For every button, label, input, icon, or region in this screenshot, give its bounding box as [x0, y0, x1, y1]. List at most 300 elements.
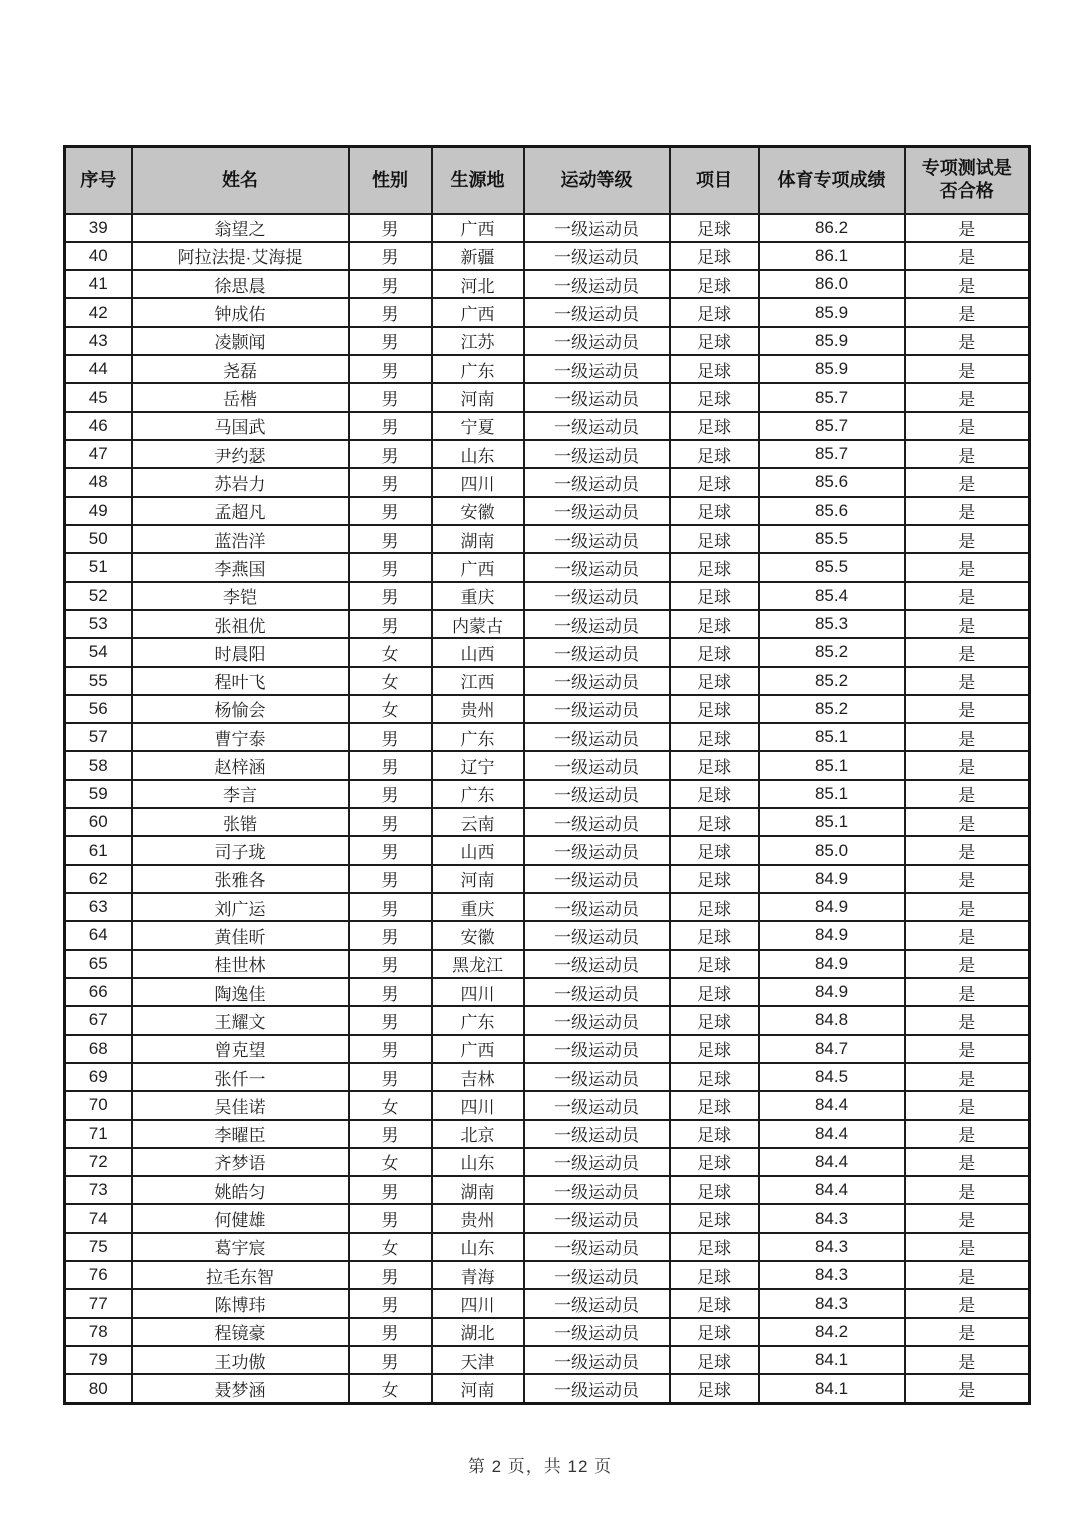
cell-grade: 一级运动员 [524, 1091, 670, 1119]
cell-no: 57 [65, 723, 132, 751]
cell-no: 53 [65, 610, 132, 638]
table-row [65, 270, 1030, 298]
cell-origin: 山西 [432, 638, 524, 666]
cell-origin: 广东 [432, 1006, 524, 1034]
cell-event: 足球 [670, 950, 759, 978]
cell-no: 65 [65, 950, 132, 978]
cell-no: 54 [65, 638, 132, 666]
cell-no: 51 [65, 553, 132, 581]
table-row [65, 610, 1030, 638]
cell-gender: 男 [349, 1176, 432, 1204]
header-cell-event: 项目 [670, 147, 759, 214]
cell-score: 85.3 [759, 610, 905, 638]
cell-gender: 男 [349, 468, 432, 496]
cell-event: 足球 [670, 327, 759, 355]
cell-name: 苏岩力 [132, 468, 349, 496]
cell-origin: 湖南 [432, 525, 524, 553]
cell-gender: 男 [349, 214, 432, 242]
cell-pass: 是 [905, 1035, 1030, 1063]
cell-event: 足球 [670, 1091, 759, 1119]
cell-score: 84.2 [759, 1318, 905, 1346]
cell-no: 79 [65, 1346, 132, 1374]
cell-origin: 四川 [432, 468, 524, 496]
header-cell-name: 姓名 [132, 147, 349, 214]
table-body [65, 214, 1030, 1404]
cell-pass: 是 [905, 978, 1030, 1006]
cell-event: 足球 [670, 468, 759, 496]
cell-event: 足球 [670, 921, 759, 949]
cell-name: 李燕国 [132, 553, 349, 581]
cell-grade: 一级运动员 [524, 1233, 670, 1261]
cell-origin: 山东 [432, 440, 524, 468]
cell-score: 84.9 [759, 921, 905, 949]
cell-grade: 一级运动员 [524, 355, 670, 383]
cell-origin: 湖南 [432, 1176, 524, 1204]
cell-origin: 安徽 [432, 497, 524, 525]
cell-origin: 河南 [432, 865, 524, 893]
cell-score: 85.6 [759, 497, 905, 525]
cell-origin: 江西 [432, 667, 524, 695]
cell-event: 足球 [670, 553, 759, 581]
cell-name: 张锴 [132, 808, 349, 836]
cell-no: 77 [65, 1289, 132, 1317]
cell-event: 足球 [670, 865, 759, 893]
cell-pass: 是 [905, 723, 1030, 751]
table-row [65, 383, 1030, 411]
cell-name: 尧磊 [132, 355, 349, 383]
cell-no: 67 [65, 1006, 132, 1034]
cell-name: 吴佳诺 [132, 1091, 349, 1119]
cell-origin: 广西 [432, 553, 524, 581]
cell-no: 80 [65, 1374, 132, 1403]
cell-gender: 女 [349, 1233, 432, 1261]
cell-name: 姚皓匀 [132, 1176, 349, 1204]
cell-name: 司子珑 [132, 836, 349, 864]
cell-pass: 是 [905, 270, 1030, 298]
table-row [65, 468, 1030, 496]
cell-score: 85.1 [759, 723, 905, 751]
cell-name: 齐梦语 [132, 1148, 349, 1176]
cell-event: 足球 [670, 1148, 759, 1176]
cell-pass: 是 [905, 468, 1030, 496]
table-header [65, 147, 1030, 214]
cell-no: 48 [65, 468, 132, 496]
table-row [65, 893, 1030, 921]
cell-event: 足球 [670, 355, 759, 383]
cell-no: 78 [65, 1318, 132, 1346]
cell-pass: 是 [905, 836, 1030, 864]
page-footer: 第 2 页，共 12 页 [467, 1457, 613, 1476]
cell-grade: 一级运动员 [524, 214, 670, 242]
table-row [65, 808, 1030, 836]
cell-event: 足球 [670, 242, 759, 270]
cell-name: 桂世林 [132, 950, 349, 978]
cell-score: 84.4 [759, 1091, 905, 1119]
cell-score: 84.7 [759, 1035, 905, 1063]
cell-score: 86.0 [759, 270, 905, 298]
table-row [65, 667, 1030, 695]
cell-name: 岳楷 [132, 383, 349, 411]
cell-gender: 男 [349, 1006, 432, 1034]
cell-pass: 是 [905, 1374, 1030, 1403]
cell-pass: 是 [905, 751, 1030, 779]
cell-name: 陶逸佳 [132, 978, 349, 1006]
cell-score: 84.4 [759, 1120, 905, 1148]
cell-event: 足球 [670, 214, 759, 242]
cell-grade: 一级运动员 [524, 327, 670, 355]
cell-gender: 男 [349, 808, 432, 836]
cell-score: 85.5 [759, 525, 905, 553]
cell-score: 85.9 [759, 327, 905, 355]
cell-event: 足球 [670, 1374, 759, 1403]
cell-score: 84.1 [759, 1374, 905, 1403]
cell-origin: 北京 [432, 1120, 524, 1148]
cell-event: 足球 [670, 440, 759, 468]
cell-gender: 男 [349, 1204, 432, 1232]
table-row [65, 1176, 1030, 1204]
cell-no: 76 [65, 1261, 132, 1289]
cell-name: 时晨阳 [132, 638, 349, 666]
cell-grade: 一级运动员 [524, 1261, 670, 1289]
cell-name: 赵梓涵 [132, 751, 349, 779]
cell-gender: 女 [349, 638, 432, 666]
cell-score: 85.1 [759, 808, 905, 836]
cell-grade: 一级运动员 [524, 1374, 670, 1403]
cell-grade: 一级运动员 [524, 242, 670, 270]
cell-origin: 宁夏 [432, 412, 524, 440]
table-header-row [65, 147, 1030, 214]
cell-origin: 重庆 [432, 893, 524, 921]
cell-pass: 是 [905, 298, 1030, 326]
cell-name: 刘广运 [132, 893, 349, 921]
cell-grade: 一级运动员 [524, 525, 670, 553]
cell-pass: 是 [905, 582, 1030, 610]
cell-grade: 一级运动员 [524, 638, 670, 666]
cell-grade: 一级运动员 [524, 440, 670, 468]
cell-name: 曾克望 [132, 1035, 349, 1063]
cell-no: 70 [65, 1091, 132, 1119]
cell-name: 拉毛东智 [132, 1261, 349, 1289]
cell-event: 足球 [670, 610, 759, 638]
cell-score: 84.3 [759, 1289, 905, 1317]
cell-pass: 是 [905, 1346, 1030, 1374]
cell-event: 足球 [670, 1035, 759, 1063]
cell-origin: 安徽 [432, 921, 524, 949]
cell-event: 足球 [670, 695, 759, 723]
table-row [65, 751, 1030, 779]
cell-event: 足球 [670, 525, 759, 553]
table-row [65, 1318, 1030, 1346]
cell-score: 84.9 [759, 978, 905, 1006]
cell-grade: 一级运动员 [524, 808, 670, 836]
cell-no: 55 [65, 667, 132, 695]
cell-gender: 男 [349, 525, 432, 553]
cell-name: 杨愉会 [132, 695, 349, 723]
cell-gender: 男 [349, 893, 432, 921]
cell-grade: 一级运动员 [524, 667, 670, 695]
table-row [65, 865, 1030, 893]
cell-pass: 是 [905, 780, 1030, 808]
cell-event: 足球 [670, 1261, 759, 1289]
table-row [65, 497, 1030, 525]
cell-origin: 天津 [432, 1346, 524, 1374]
cell-origin: 江苏 [432, 327, 524, 355]
cell-no: 43 [65, 327, 132, 355]
cell-score: 84.4 [759, 1148, 905, 1176]
cell-origin: 重庆 [432, 582, 524, 610]
cell-grade: 一级运动员 [524, 1346, 670, 1374]
cell-no: 68 [65, 1035, 132, 1063]
header-cell-grade: 运动等级 [524, 147, 670, 214]
cell-score: 85.9 [759, 298, 905, 326]
cell-score: 85.0 [759, 836, 905, 864]
cell-no: 61 [65, 836, 132, 864]
cell-event: 足球 [670, 978, 759, 1006]
cell-gender: 男 [349, 270, 432, 298]
table-row [65, 978, 1030, 1006]
table-row [65, 695, 1030, 723]
cell-name: 陈博玮 [132, 1289, 349, 1317]
cell-grade: 一级运动员 [524, 582, 670, 610]
table-row [65, 921, 1030, 949]
cell-event: 足球 [670, 1318, 759, 1346]
table-row [65, 553, 1030, 581]
cell-origin: 山东 [432, 1148, 524, 1176]
cell-pass: 是 [905, 383, 1030, 411]
table-row [65, 1261, 1030, 1289]
cell-origin: 贵州 [432, 695, 524, 723]
cell-pass: 是 [905, 525, 1030, 553]
cell-event: 足球 [670, 1289, 759, 1317]
table-row [65, 1091, 1030, 1119]
cell-gender: 女 [349, 1091, 432, 1119]
cell-no: 40 [65, 242, 132, 270]
table-row [65, 1233, 1030, 1261]
cell-origin: 四川 [432, 1091, 524, 1119]
athlete-results-table [63, 145, 1031, 1405]
cell-name: 翁望之 [132, 214, 349, 242]
cell-pass: 是 [905, 1176, 1030, 1204]
cell-grade: 一级运动员 [524, 1176, 670, 1204]
cell-pass: 是 [905, 553, 1030, 581]
table-row [65, 1063, 1030, 1091]
cell-name: 王耀文 [132, 1006, 349, 1034]
cell-pass: 是 [905, 1233, 1030, 1261]
cell-name: 蓝浩洋 [132, 525, 349, 553]
cell-score: 85.7 [759, 383, 905, 411]
cell-score: 86.2 [759, 214, 905, 242]
cell-origin: 吉林 [432, 1063, 524, 1091]
cell-event: 足球 [670, 412, 759, 440]
cell-origin: 河南 [432, 1374, 524, 1403]
cell-gender: 男 [349, 950, 432, 978]
cell-gender: 男 [349, 610, 432, 638]
cell-event: 足球 [670, 638, 759, 666]
cell-name: 曹宁泰 [132, 723, 349, 751]
table-row [65, 525, 1030, 553]
cell-pass: 是 [905, 808, 1030, 836]
cell-origin: 广西 [432, 1035, 524, 1063]
cell-gender: 男 [349, 1063, 432, 1091]
header-cell-score: 体育专项成绩 [759, 147, 905, 214]
cell-score: 84.9 [759, 950, 905, 978]
cell-score: 86.1 [759, 242, 905, 270]
cell-name: 孟超凡 [132, 497, 349, 525]
cell-event: 足球 [670, 723, 759, 751]
cell-grade: 一级运动员 [524, 978, 670, 1006]
cell-pass: 是 [905, 893, 1030, 921]
table-row [65, 723, 1030, 751]
cell-score: 85.7 [759, 412, 905, 440]
cell-event: 足球 [670, 298, 759, 326]
cell-no: 45 [65, 383, 132, 411]
cell-pass: 是 [905, 412, 1030, 440]
cell-score: 85.6 [759, 468, 905, 496]
cell-gender: 男 [349, 751, 432, 779]
cell-pass: 是 [905, 497, 1030, 525]
cell-origin: 云南 [432, 808, 524, 836]
cell-event: 足球 [670, 836, 759, 864]
cell-pass: 是 [905, 440, 1030, 468]
cell-score: 84.3 [759, 1261, 905, 1289]
table-row [65, 214, 1030, 242]
table-row [65, 1204, 1030, 1232]
cell-no: 66 [65, 978, 132, 1006]
cell-grade: 一级运动员 [524, 950, 670, 978]
cell-score: 85.5 [759, 553, 905, 581]
cell-origin: 广东 [432, 355, 524, 383]
header-cell-pass: 专项测试是否合格 [905, 147, 1030, 214]
cell-pass: 是 [905, 1204, 1030, 1232]
table-row [65, 1289, 1030, 1317]
cell-score: 84.9 [759, 893, 905, 921]
table-row [65, 1120, 1030, 1148]
cell-gender: 男 [349, 1120, 432, 1148]
cell-score: 84.1 [759, 1346, 905, 1374]
cell-name: 王功傲 [132, 1346, 349, 1374]
cell-origin: 新疆 [432, 242, 524, 270]
cell-name: 马国武 [132, 412, 349, 440]
cell-pass: 是 [905, 1120, 1030, 1148]
cell-grade: 一级运动员 [524, 468, 670, 496]
table-row [65, 355, 1030, 383]
table-row [65, 440, 1030, 468]
table-row [65, 1035, 1030, 1063]
cell-no: 69 [65, 1063, 132, 1091]
cell-event: 足球 [670, 667, 759, 695]
cell-event: 足球 [670, 270, 759, 298]
cell-origin: 湖北 [432, 1318, 524, 1346]
cell-event: 足球 [670, 497, 759, 525]
cell-gender: 男 [349, 327, 432, 355]
table-row [65, 327, 1030, 355]
cell-pass: 是 [905, 921, 1030, 949]
cell-gender: 男 [349, 1289, 432, 1317]
table-row [65, 582, 1030, 610]
cell-grade: 一级运动员 [524, 1035, 670, 1063]
cell-grade: 一级运动员 [524, 723, 670, 751]
cell-gender: 男 [349, 978, 432, 1006]
cell-origin: 广西 [432, 214, 524, 242]
cell-origin: 黑龙江 [432, 950, 524, 978]
cell-pass: 是 [905, 610, 1030, 638]
cell-grade: 一级运动员 [524, 836, 670, 864]
table-row [65, 780, 1030, 808]
cell-no: 75 [65, 1233, 132, 1261]
cell-name: 李曜臣 [132, 1120, 349, 1148]
cell-origin: 广东 [432, 723, 524, 751]
cell-grade: 一级运动员 [524, 1006, 670, 1034]
cell-grade: 一级运动员 [524, 1318, 670, 1346]
cell-score: 85.1 [759, 780, 905, 808]
cell-pass: 是 [905, 1318, 1030, 1346]
cell-name: 张雅各 [132, 865, 349, 893]
cell-pass: 是 [905, 865, 1030, 893]
cell-event: 足球 [670, 582, 759, 610]
cell-event: 足球 [670, 1063, 759, 1091]
cell-event: 足球 [670, 1204, 759, 1232]
cell-grade: 一级运动员 [524, 412, 670, 440]
cell-pass: 是 [905, 695, 1030, 723]
header-cell-origin: 生源地 [432, 147, 524, 214]
cell-pass: 是 [905, 214, 1030, 242]
cell-name: 张祖优 [132, 610, 349, 638]
cell-gender: 男 [349, 1346, 432, 1374]
cell-pass: 是 [905, 1091, 1030, 1119]
cell-event: 足球 [670, 383, 759, 411]
table-row [65, 412, 1030, 440]
cell-gender: 男 [349, 1318, 432, 1346]
cell-no: 46 [65, 412, 132, 440]
cell-grade: 一级运动员 [524, 1148, 670, 1176]
cell-gender: 女 [349, 667, 432, 695]
cell-score: 85.4 [759, 582, 905, 610]
cell-pass: 是 [905, 1063, 1030, 1091]
cell-grade: 一级运动员 [524, 780, 670, 808]
table-row [65, 638, 1030, 666]
table-row [65, 1148, 1030, 1176]
table-row [65, 950, 1030, 978]
cell-pass: 是 [905, 1289, 1030, 1317]
cell-gender: 男 [349, 440, 432, 468]
cell-pass: 是 [905, 327, 1030, 355]
cell-grade: 一级运动员 [524, 270, 670, 298]
cell-score: 84.9 [759, 865, 905, 893]
cell-gender: 男 [349, 553, 432, 581]
cell-origin: 四川 [432, 978, 524, 1006]
cell-grade: 一级运动员 [524, 921, 670, 949]
cell-gender: 男 [349, 836, 432, 864]
header-cell-gender: 性别 [349, 147, 432, 214]
cell-name: 李言 [132, 780, 349, 808]
cell-origin: 辽宁 [432, 751, 524, 779]
cell-no: 39 [65, 214, 132, 242]
table-row [65, 1346, 1030, 1374]
cell-score: 85.2 [759, 695, 905, 723]
cell-origin: 广西 [432, 298, 524, 326]
cell-pass: 是 [905, 355, 1030, 383]
cell-pass: 是 [905, 667, 1030, 695]
cell-origin: 山东 [432, 1233, 524, 1261]
cell-name: 钟成佑 [132, 298, 349, 326]
cell-event: 足球 [670, 780, 759, 808]
table-row [65, 836, 1030, 864]
cell-name: 尹约瑟 [132, 440, 349, 468]
cell-name: 何健雄 [132, 1204, 349, 1232]
cell-pass: 是 [905, 242, 1030, 270]
cell-gender: 女 [349, 1374, 432, 1403]
cell-event: 足球 [670, 1176, 759, 1204]
